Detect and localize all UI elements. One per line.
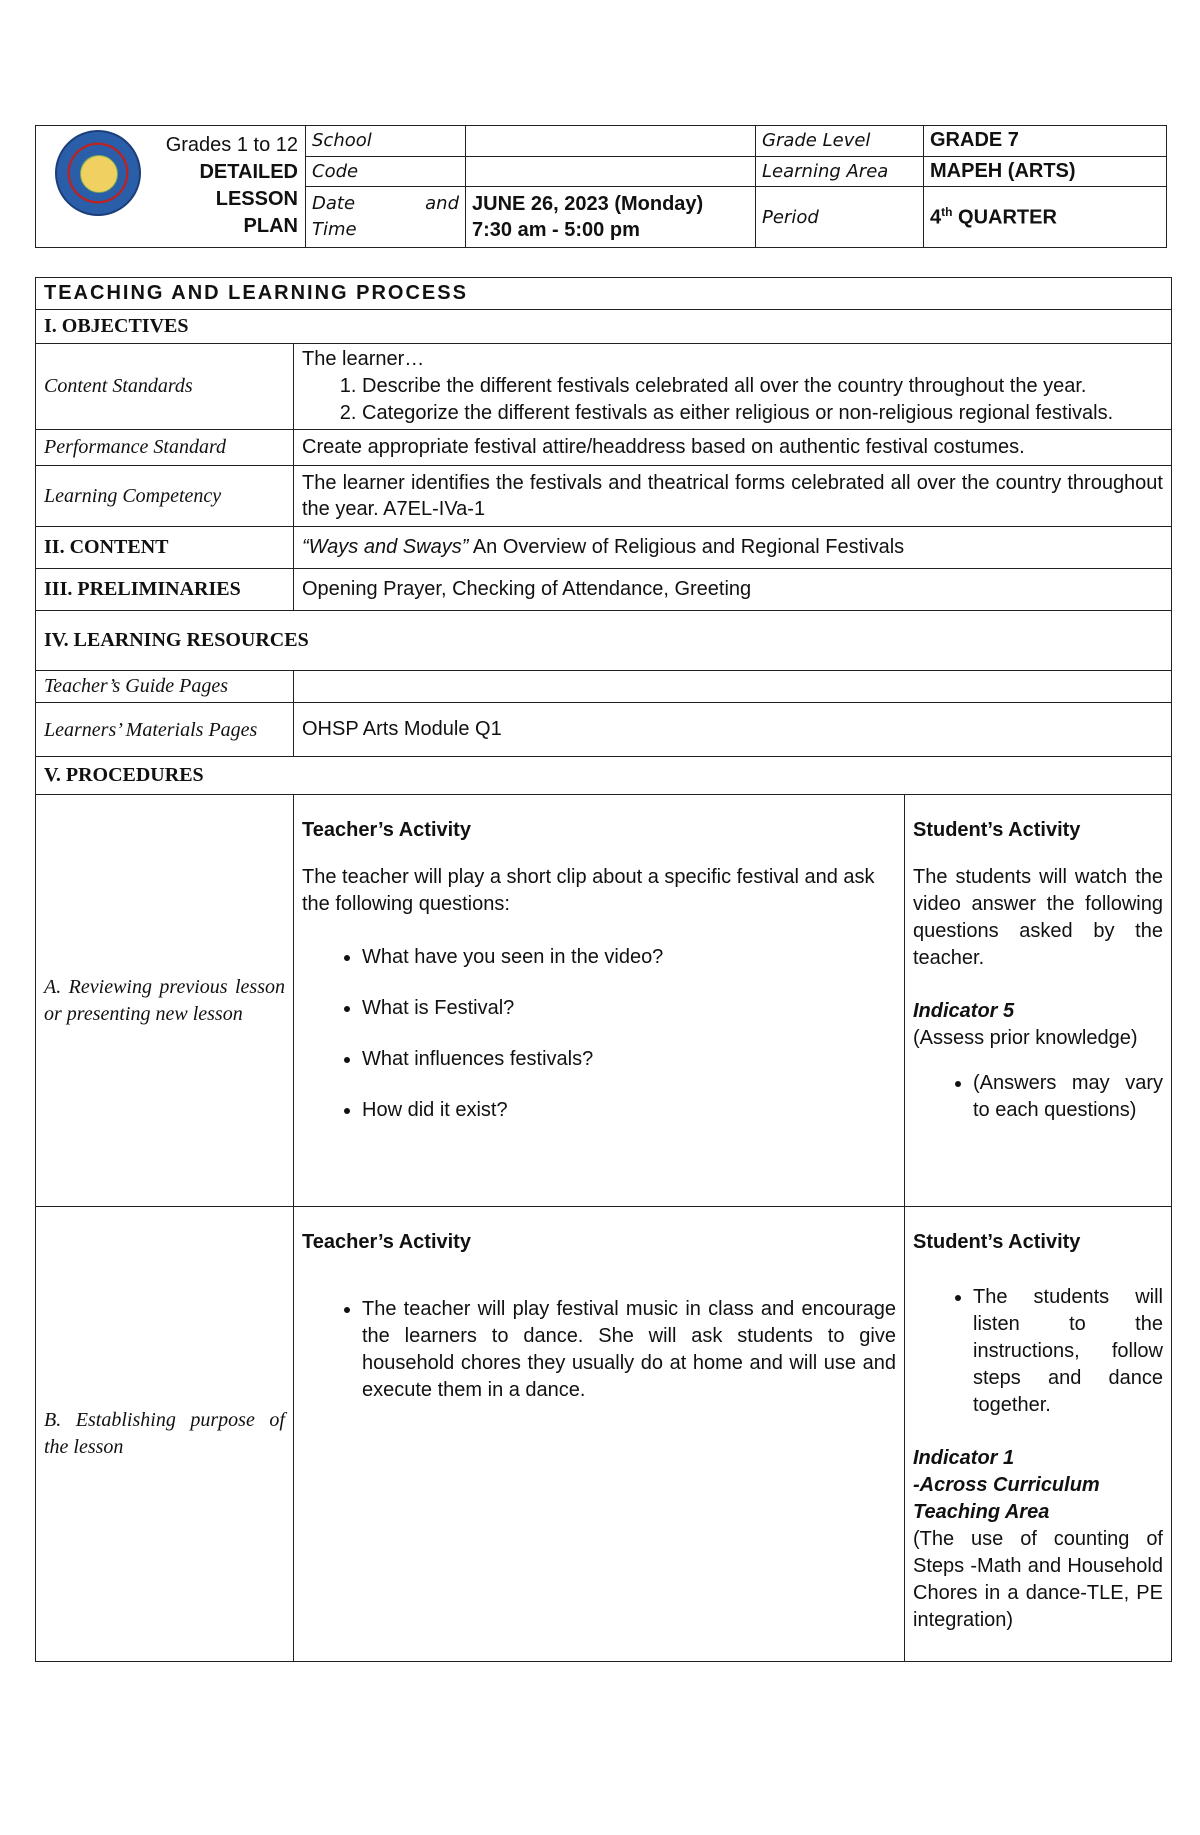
code-value — [466, 156, 756, 187]
resources-heading: IV. LEARNING RESOURCES — [36, 611, 1172, 671]
list-item: • What is Festival? — [362, 995, 896, 1022]
content-value — [294, 527, 1172, 569]
plan-line1: DETAILED — [199, 161, 298, 183]
lm-value: OHSP Arts Module Q1 — [294, 703, 1172, 757]
indicator-label: Indicator 1 — [913, 1447, 1015, 1469]
list-item: 2. Categorize the different festivals as either religious or non-religious regional festivals. — [362, 400, 1163, 427]
lm-label: Learners’ Materials Pages — [36, 703, 294, 757]
list-item: • The students will listen to the instructions, follow steps and dance together. — [973, 1284, 1163, 1419]
list-item: • (Answers may vary to each questions) — [973, 1070, 1163, 1124]
period-text: QUARTER — [958, 206, 1057, 229]
date-time-label — [306, 187, 466, 248]
school-value — [466, 126, 756, 157]
learning-competency-label: Learning Competency — [36, 466, 294, 527]
code-label: Code — [306, 156, 466, 187]
plan-line2: LESSON PLAN — [215, 188, 298, 237]
teacher-intro: The teacher will play a short clip about a specific festival and ask the following questions: — [302, 866, 875, 915]
learning-competency-value: The learner identifies the festivals and theatrical forms celebrated all over the country throughout the year. A7EL-IVa-1 — [294, 466, 1172, 527]
content-title-italic: “Ways and Sways” — [302, 536, 469, 558]
time-value: 7:30 am - 5:00 pm — [472, 219, 640, 241]
period-value — [924, 187, 1167, 248]
student-answers — [913, 1070, 1163, 1124]
grade-level-label: Grade Level — [756, 126, 924, 157]
learning-area-label: Learning Area — [756, 156, 924, 187]
period-label: Period — [756, 187, 924, 248]
student-activity-heading: Student’s Activity — [913, 819, 1081, 841]
procedure-b-student — [905, 1207, 1172, 1662]
indicator-note: (Assess prior knowledge) — [913, 1027, 1138, 1049]
content-standards-intro: The learner… — [302, 348, 425, 370]
content-standards-list — [302, 373, 1163, 427]
indicator-sub2: Teaching Area — [913, 1501, 1050, 1523]
and-label: and — [425, 193, 459, 214]
tg-value — [294, 671, 1172, 703]
procedure-a-label: A. Reviewing previous lesson or presenting new lesson — [36, 795, 294, 1207]
preliminaries-label: III. PRELIMINARIES — [36, 569, 294, 611]
procedures-heading: V. PROCEDURES — [36, 757, 1172, 795]
header-table — [35, 125, 1167, 248]
period-sup: th — [941, 204, 953, 219]
list-item: • What influences festivals? — [362, 1046, 896, 1073]
content-title-rest: An Overview of Religious and Regional Festivals — [468, 536, 905, 558]
indicator-note: (The use of counting of Steps -Math and Household Chores in a dance-TLE, PE integration) — [913, 1528, 1163, 1631]
list-item: 1. Describe the different festivals celebrated all over the country throughout the year. — [362, 373, 1163, 400]
teacher-activity-heading: Teacher’s Activity — [302, 819, 471, 841]
school-label: School — [306, 126, 466, 157]
teacher-activities — [302, 1296, 896, 1404]
performance-standard-value: Create appropriate festival attire/headdress based on authentic festival costumes. — [294, 430, 1172, 466]
date-value: JUNE 26, 2023 (Monday) — [472, 193, 704, 215]
date-time-value — [466, 187, 756, 248]
preliminaries-value: Opening Prayer, Checking of Attendance, Greeting — [294, 569, 1172, 611]
content-label: II. CONTENT — [36, 527, 294, 569]
performance-standard-label: Performance Standard — [36, 430, 294, 466]
tg-label: Teacher’s Guide Pages — [36, 671, 294, 703]
teacher-activity-heading: Teacher’s Activity — [302, 1231, 471, 1253]
teacher-questions — [302, 944, 896, 1124]
date-label: Date — [312, 193, 356, 214]
procedure-a-student — [905, 795, 1172, 1207]
logo-cell — [36, 126, 306, 248]
process-title: TEACHING AND LEARNING PROCESS — [36, 278, 1172, 310]
grade-level-value: GRADE 7 — [924, 126, 1167, 157]
student-activity-heading: Student’s Activity — [913, 1231, 1081, 1253]
procedure-a-teacher — [294, 795, 905, 1207]
student-activities — [913, 1284, 1163, 1419]
time-label: Time — [312, 219, 357, 240]
indicator-sub1: -Across Curriculum — [913, 1474, 1100, 1496]
list-item: • How did it exist? — [362, 1097, 896, 1124]
procedure-b-teacher — [294, 1207, 905, 1662]
period-num: 4 — [930, 206, 942, 229]
list-item: • What have you seen in the video? — [362, 944, 896, 971]
student-text: The students will watch the video answer the following questions asked by the teacher. — [913, 866, 1163, 969]
lesson-table — [35, 277, 1172, 1662]
indicator-label: Indicator 5 — [913, 1000, 1015, 1022]
procedure-b-label: B. Establishing purpose of the lesson — [36, 1207, 294, 1662]
learning-area-value: MAPEH (ARTS) — [924, 156, 1167, 187]
grades-label: Grades 1 to 12 — [165, 134, 298, 156]
objectives-heading: I. OBJECTIVES — [36, 310, 1172, 344]
list-item: • The teacher will play festival music in class and encourage the learners to dance. She will ask students to give household chores they usually do at home and will use and execute them in a dance. — [362, 1296, 896, 1404]
content-standards-value — [294, 344, 1172, 430]
content-standards-label: Content Standards — [36, 344, 294, 430]
